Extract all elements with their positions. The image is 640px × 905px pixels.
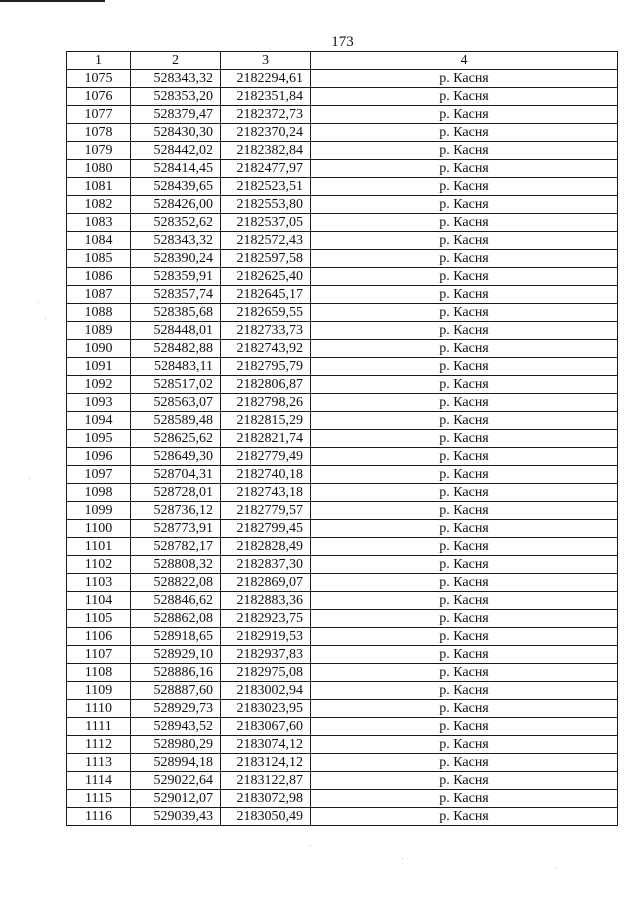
y-coordinate-cell: 2183072,98 xyxy=(221,790,311,808)
description-cell: р. Касня xyxy=(311,574,618,592)
y-coordinate-cell: 2182372,73 xyxy=(221,106,311,124)
table-row xyxy=(67,250,618,268)
x-coordinate-cell: 528808,32 xyxy=(131,556,221,574)
y-coordinate-cell: 2183002,94 xyxy=(221,682,311,700)
x-coordinate-cell: 528430,30 xyxy=(131,124,221,142)
x-coordinate-cell: 528994,18 xyxy=(131,754,221,772)
x-coordinate-cell: 528414,45 xyxy=(131,160,221,178)
y-coordinate-cell: 2183124,12 xyxy=(221,754,311,772)
y-coordinate-cell: 2182645,17 xyxy=(221,286,311,304)
y-coordinate-cell: 2182798,26 xyxy=(221,394,311,412)
x-coordinate-cell: 528517,02 xyxy=(131,376,221,394)
table-row xyxy=(67,142,618,160)
x-coordinate-cell: 529039,43 xyxy=(131,808,221,826)
point-number-cell: 1107 xyxy=(67,646,131,664)
y-coordinate-cell: 2182351,84 xyxy=(221,88,311,106)
table-row xyxy=(67,430,618,448)
description-cell: р. Касня xyxy=(311,358,618,376)
y-coordinate-cell: 2182553,80 xyxy=(221,196,311,214)
x-coordinate-cell: 528980,29 xyxy=(131,736,221,754)
table-row xyxy=(67,592,618,610)
x-coordinate-cell: 529022,64 xyxy=(131,772,221,790)
y-coordinate-cell: 2182370,24 xyxy=(221,124,311,142)
y-coordinate-cell: 2183122,87 xyxy=(221,772,311,790)
table-row xyxy=(67,232,618,250)
point-number-cell: 1080 xyxy=(67,160,131,178)
description-cell: р. Касня xyxy=(311,394,618,412)
point-number-cell: 1087 xyxy=(67,286,131,304)
table-row xyxy=(67,538,618,556)
description-cell: р. Касня xyxy=(311,538,618,556)
description-cell: р. Касня xyxy=(311,286,618,304)
description-cell: р. Касня xyxy=(311,124,618,142)
description-cell: р. Касня xyxy=(311,232,618,250)
scan-speck xyxy=(45,318,46,319)
point-number-cell: 1111 xyxy=(67,718,131,736)
x-coordinate-cell: 528782,17 xyxy=(131,538,221,556)
y-coordinate-cell: 2182883,36 xyxy=(221,592,311,610)
description-cell: р. Касня xyxy=(311,70,618,88)
table-row xyxy=(67,376,618,394)
description-cell: р. Касня xyxy=(311,340,618,358)
x-coordinate-cell: 528357,74 xyxy=(131,286,221,304)
table-row xyxy=(67,790,618,808)
description-cell: р. Касня xyxy=(311,106,618,124)
description-cell: р. Касня xyxy=(311,430,618,448)
description-cell: р. Касня xyxy=(311,268,618,286)
column-header-1: 1 xyxy=(67,52,131,70)
y-coordinate-cell: 2182740,18 xyxy=(221,466,311,484)
y-coordinate-cell: 2182799,45 xyxy=(221,520,311,538)
point-number-cell: 1115 xyxy=(67,790,131,808)
table-row xyxy=(67,448,618,466)
table-row xyxy=(67,196,618,214)
y-coordinate-cell: 2182821,74 xyxy=(221,430,311,448)
column-header-2: 2 xyxy=(131,52,221,70)
point-number-cell: 1082 xyxy=(67,196,131,214)
x-coordinate-cell: 528482,88 xyxy=(131,340,221,358)
y-coordinate-cell: 2182779,57 xyxy=(221,502,311,520)
x-coordinate-cell: 528483,11 xyxy=(131,358,221,376)
x-coordinate-cell: 528352,62 xyxy=(131,214,221,232)
scan-speck xyxy=(402,858,403,859)
description-cell: р. Касня xyxy=(311,556,618,574)
description-cell: р. Касня xyxy=(311,178,618,196)
table-row xyxy=(67,700,618,718)
x-coordinate-cell: 528736,12 xyxy=(131,502,221,520)
y-coordinate-cell: 2182937,83 xyxy=(221,646,311,664)
x-coordinate-cell: 528625,62 xyxy=(131,430,221,448)
x-coordinate-cell: 528929,10 xyxy=(131,646,221,664)
description-cell: р. Касня xyxy=(311,448,618,466)
table-row xyxy=(67,682,618,700)
table-row xyxy=(67,646,618,664)
point-number-cell: 1086 xyxy=(67,268,131,286)
point-number-cell: 1098 xyxy=(67,484,131,502)
x-coordinate-cell: 528385,68 xyxy=(131,304,221,322)
table-row xyxy=(67,340,618,358)
table-row xyxy=(67,754,618,772)
description-cell: р. Касня xyxy=(311,520,618,538)
description-cell: р. Касня xyxy=(311,214,618,232)
y-coordinate-cell: 2182743,18 xyxy=(221,484,311,502)
table-row xyxy=(67,736,618,754)
table-header-row xyxy=(67,52,618,70)
x-coordinate-cell: 528343,32 xyxy=(131,70,221,88)
point-number-cell: 1075 xyxy=(67,70,131,88)
description-cell: р. Касня xyxy=(311,664,618,682)
point-number-cell: 1078 xyxy=(67,124,131,142)
table-row xyxy=(67,214,618,232)
description-cell: р. Касня xyxy=(311,304,618,322)
table-row xyxy=(67,610,618,628)
point-number-cell: 1101 xyxy=(67,538,131,556)
description-cell: р. Касня xyxy=(311,376,618,394)
point-number-cell: 1093 xyxy=(67,394,131,412)
description-cell: р. Касня xyxy=(311,88,618,106)
point-number-cell: 1091 xyxy=(67,358,131,376)
y-coordinate-cell: 2183023,95 xyxy=(221,700,311,718)
point-number-cell: 1113 xyxy=(67,754,131,772)
y-coordinate-cell: 2183074,12 xyxy=(221,736,311,754)
y-coordinate-cell: 2182779,49 xyxy=(221,448,311,466)
point-number-cell: 1094 xyxy=(67,412,131,430)
point-number-cell: 1108 xyxy=(67,664,131,682)
x-coordinate-cell: 528929,73 xyxy=(131,700,221,718)
point-number-cell: 1096 xyxy=(67,448,131,466)
point-number-cell: 1085 xyxy=(67,250,131,268)
x-coordinate-cell: 528649,30 xyxy=(131,448,221,466)
description-cell: р. Касня xyxy=(311,754,618,772)
y-coordinate-cell: 2182795,79 xyxy=(221,358,311,376)
y-coordinate-cell: 2182572,43 xyxy=(221,232,311,250)
table-row xyxy=(67,88,618,106)
x-coordinate-cell: 528442,02 xyxy=(131,142,221,160)
description-cell: р. Касня xyxy=(311,196,618,214)
table-row xyxy=(67,178,618,196)
point-number-cell: 1077 xyxy=(67,106,131,124)
description-cell: р. Касня xyxy=(311,412,618,430)
y-coordinate-cell: 2183067,60 xyxy=(221,718,311,736)
table-row xyxy=(67,394,618,412)
point-number-cell: 1106 xyxy=(67,628,131,646)
description-cell: р. Касня xyxy=(311,610,618,628)
point-number-cell: 1083 xyxy=(67,214,131,232)
y-coordinate-cell: 2182597,58 xyxy=(221,250,311,268)
scan-speck xyxy=(29,478,30,479)
point-number-cell: 1099 xyxy=(67,502,131,520)
point-number-cell: 1114 xyxy=(67,772,131,790)
y-coordinate-cell: 2182828,49 xyxy=(221,538,311,556)
description-cell: р. Касня xyxy=(311,808,618,826)
table-row xyxy=(67,268,618,286)
description-cell: р. Касня xyxy=(311,646,618,664)
x-coordinate-cell: 528343,32 xyxy=(131,232,221,250)
point-number-cell: 1081 xyxy=(67,178,131,196)
point-number-cell: 1105 xyxy=(67,610,131,628)
column-header-3: 3 xyxy=(221,52,311,70)
y-coordinate-cell: 2182743,92 xyxy=(221,340,311,358)
corner-scan-mark xyxy=(0,0,105,2)
point-number-cell: 1104 xyxy=(67,592,131,610)
table-row xyxy=(67,412,618,430)
y-coordinate-cell: 2182294,61 xyxy=(221,70,311,88)
point-number-cell: 1090 xyxy=(67,340,131,358)
x-coordinate-cell: 528448,01 xyxy=(131,322,221,340)
point-number-cell: 1102 xyxy=(67,556,131,574)
table-row xyxy=(67,718,618,736)
x-coordinate-cell: 528886,16 xyxy=(131,664,221,682)
y-coordinate-cell: 2182837,30 xyxy=(221,556,311,574)
x-coordinate-cell: 528773,91 xyxy=(131,520,221,538)
description-cell: р. Касня xyxy=(311,700,618,718)
scan-speck xyxy=(38,302,39,303)
table-row xyxy=(67,358,618,376)
y-coordinate-cell: 2182382,84 xyxy=(221,142,311,160)
y-coordinate-cell: 2182975,08 xyxy=(221,664,311,682)
table-row xyxy=(67,124,618,142)
x-coordinate-cell: 528359,91 xyxy=(131,268,221,286)
x-coordinate-cell: 528426,00 xyxy=(131,196,221,214)
point-number-cell: 1095 xyxy=(67,430,131,448)
y-coordinate-cell: 2182869,07 xyxy=(221,574,311,592)
point-number-cell: 1109 xyxy=(67,682,131,700)
y-coordinate-cell: 2182477,97 xyxy=(221,160,311,178)
table-row xyxy=(67,106,618,124)
coordinates-table xyxy=(66,51,618,826)
description-cell: р. Касня xyxy=(311,466,618,484)
scan-speck xyxy=(310,845,311,846)
point-number-cell: 1084 xyxy=(67,232,131,250)
description-cell: р. Касня xyxy=(311,484,618,502)
table-row xyxy=(67,322,618,340)
y-coordinate-cell: 2182523,51 xyxy=(221,178,311,196)
x-coordinate-cell: 528822,08 xyxy=(131,574,221,592)
description-cell: р. Касня xyxy=(311,736,618,754)
x-coordinate-cell: 528589,48 xyxy=(131,412,221,430)
point-number-cell: 1079 xyxy=(67,142,131,160)
point-number-cell: 1110 xyxy=(67,700,131,718)
column-header-4: 4 xyxy=(311,52,618,70)
table-row xyxy=(67,664,618,682)
y-coordinate-cell: 2182537,05 xyxy=(221,214,311,232)
y-coordinate-cell: 2182733,73 xyxy=(221,322,311,340)
x-coordinate-cell: 528390,24 xyxy=(131,250,221,268)
description-cell: р. Касня xyxy=(311,790,618,808)
y-coordinate-cell: 2182806,87 xyxy=(221,376,311,394)
description-cell: р. Касня xyxy=(311,772,618,790)
point-number-cell: 1092 xyxy=(67,376,131,394)
description-cell: р. Касня xyxy=(311,628,618,646)
x-coordinate-cell: 528728,01 xyxy=(131,484,221,502)
point-number-cell: 1088 xyxy=(67,304,131,322)
y-coordinate-cell: 2182923,75 xyxy=(221,610,311,628)
description-cell: р. Касня xyxy=(311,160,618,178)
point-number-cell: 1112 xyxy=(67,736,131,754)
table-row xyxy=(67,574,618,592)
x-coordinate-cell: 528918,65 xyxy=(131,628,221,646)
table-row xyxy=(67,556,618,574)
x-coordinate-cell: 528353,20 xyxy=(131,88,221,106)
y-coordinate-cell: 2182919,53 xyxy=(221,628,311,646)
description-cell: р. Касня xyxy=(311,142,618,160)
description-cell: р. Касня xyxy=(311,718,618,736)
table-row xyxy=(67,70,618,88)
table-row xyxy=(67,160,618,178)
x-coordinate-cell: 528563,07 xyxy=(131,394,221,412)
table-row xyxy=(67,466,618,484)
point-number-cell: 1116 xyxy=(67,808,131,826)
description-cell: р. Касня xyxy=(311,250,618,268)
table-row xyxy=(67,502,618,520)
y-coordinate-cell: 2182625,40 xyxy=(221,268,311,286)
x-coordinate-cell: 528943,52 xyxy=(131,718,221,736)
x-coordinate-cell: 528439,65 xyxy=(131,178,221,196)
x-coordinate-cell: 528862,08 xyxy=(131,610,221,628)
table-row xyxy=(67,808,618,826)
y-coordinate-cell: 2183050,49 xyxy=(221,808,311,826)
table-row xyxy=(67,484,618,502)
x-coordinate-cell: 528846,62 xyxy=(131,592,221,610)
table-row xyxy=(67,628,618,646)
table-row xyxy=(67,772,618,790)
description-cell: р. Касня xyxy=(311,682,618,700)
point-number-cell: 1089 xyxy=(67,322,131,340)
scan-speck xyxy=(555,868,556,869)
table-row xyxy=(67,520,618,538)
point-number-cell: 1097 xyxy=(67,466,131,484)
description-cell: р. Касня xyxy=(311,592,618,610)
table-row xyxy=(67,304,618,322)
point-number-cell: 1100 xyxy=(67,520,131,538)
page-number: 173 xyxy=(331,34,354,50)
point-number-cell: 1103 xyxy=(67,574,131,592)
point-number-cell: 1076 xyxy=(67,88,131,106)
description-cell: р. Касня xyxy=(311,502,618,520)
x-coordinate-cell: 528887,60 xyxy=(131,682,221,700)
table-row xyxy=(67,286,618,304)
x-coordinate-cell: 529012,07 xyxy=(131,790,221,808)
x-coordinate-cell: 528379,47 xyxy=(131,106,221,124)
y-coordinate-cell: 2182659,55 xyxy=(221,304,311,322)
description-cell: р. Касня xyxy=(311,322,618,340)
x-coordinate-cell: 528704,31 xyxy=(131,466,221,484)
y-coordinate-cell: 2182815,29 xyxy=(221,412,311,430)
